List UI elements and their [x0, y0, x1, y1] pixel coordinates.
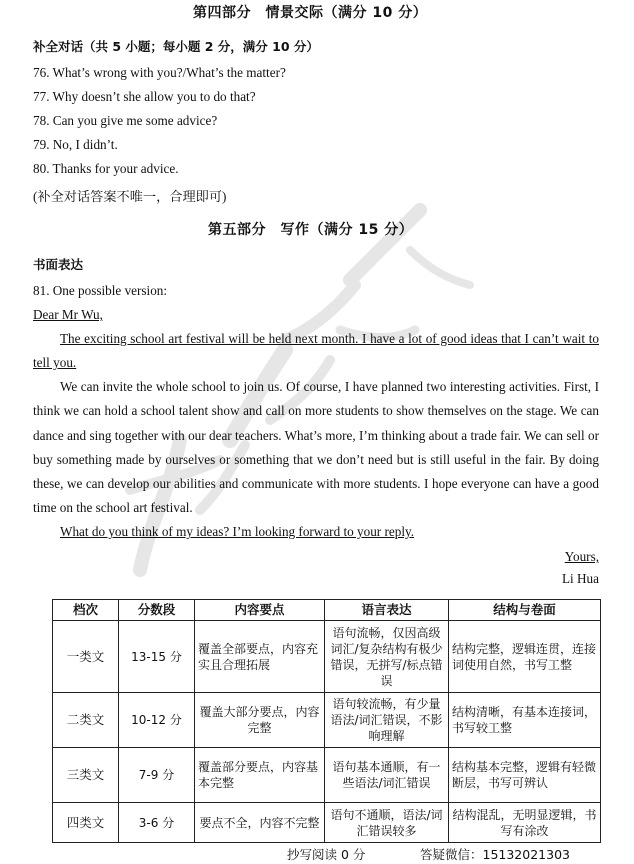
version-label: 81. One possible version: — [33, 283, 168, 298]
language-cell: 语句流畅，仅因高级词汇/复杂结构有极少错误，无拼写/标点错误 — [325, 621, 449, 693]
content-cell: 覆盖全部要点，内容充实且合理拓展 — [195, 621, 325, 693]
table-row — [53, 693, 601, 748]
signature: Li Hua — [562, 571, 599, 585]
content-cell: 覆盖部分要点，内容基本完整 — [195, 748, 325, 803]
header-content: 内容要点 — [195, 600, 325, 621]
table-row — [53, 748, 601, 803]
score-cell: 7-9 分 — [119, 748, 195, 803]
paragraph-2: We can invite the whole school to join us. Of course, I have planned two interesting activities. First, I think we can hold a school talent show and call on more students to show themselves on the stage. We can dance and sing together with our dear teachers. What’s more, I’m thinking about a trade fair. We can sell or buy something made by ourselves or something that we don’t need but is still useful in the fair. By doing these, we can develop our abilities and communicate with more students. I hope everyone can have a good time on the school art festival. — [33, 379, 599, 516]
structure-cell: 结构混乱，无明显逻辑，书写有涂改 — [449, 803, 601, 843]
content-cell: 要点不全，内容不完整 — [195, 803, 325, 843]
language-cell: 语句基本通顺，有一些语法/词汇错误 — [325, 748, 449, 803]
structure-cell: 结构完整，逻辑连贯，连接词使用自然，书写工整 — [449, 621, 601, 693]
answer-note: (补全对话答案不唯一，合理即可) — [33, 189, 227, 204]
grade-cell: 三类文 — [53, 748, 119, 803]
answer-79: 79. No, I didn’t. — [33, 137, 118, 152]
rubric-table — [52, 599, 601, 843]
header-grade: 档次 — [53, 600, 119, 621]
salutation: Dear Mr Wu, — [33, 307, 103, 322]
grade-cell: 一类文 — [53, 621, 119, 693]
part5-title: 第五部分 写作（满分 15 分） — [208, 222, 414, 238]
part4-title: 第四部分 情景交际（满分 10 分） — [193, 5, 428, 21]
table-row — [53, 621, 601, 693]
content-cell: 覆盖大部分要点，内容完整 — [195, 693, 325, 748]
header-structure: 结构与卷面 — [449, 600, 601, 621]
answer-78: 78. Can you give me some advice? — [33, 113, 218, 128]
language-cell: 语句较流畅，有少量语法/词汇错误，不影响理解 — [325, 693, 449, 748]
paragraph-3: What do you think of my ideas? I’m looking forward to your reply. — [60, 524, 415, 539]
paragraph-1: The exciting school art festival will be held next month. I have a lot of good ideas that I can’t wait to tell you. — [33, 331, 599, 371]
part5-subtitle: 书面表达 — [33, 257, 84, 272]
score-cell: 3-6 分 — [119, 803, 195, 843]
structure-cell: 结构基本完整，逻辑有轻微断层，书写可辨认 — [449, 748, 601, 803]
header-score: 分数段 — [119, 600, 195, 621]
structure-cell: 结构清晰，有基本连接词，书写较工整 — [449, 693, 601, 748]
score-cell: 10-12 分 — [119, 693, 195, 748]
answer-76: 76. What’s wrong with you?/What’s the matter? — [33, 65, 286, 80]
part4-subtitle: 补全对话（共 5 小题；每小题 2 分，满分 10 分） — [33, 39, 319, 54]
footer-copy-note: 抄写阅读 0 分 — [287, 847, 366, 862]
grade-cell: 二类文 — [53, 693, 119, 748]
footer-contact: 答疑微信：15132021303 — [420, 847, 570, 862]
answer-80: 80. Thanks for your advice. — [33, 161, 179, 176]
closing: Yours, — [564, 549, 599, 564]
language-cell: 语句不通顺，语法/词汇错误较多 — [325, 803, 449, 843]
rubric-header-row — [53, 600, 601, 621]
score-cell: 13-15 分 — [119, 621, 195, 693]
answer-77: 77. Why doesn’t she allow you to do that? — [33, 89, 256, 104]
table-row — [53, 803, 601, 843]
header-language: 语言表达 — [325, 600, 449, 621]
grade-cell: 四类文 — [53, 803, 119, 843]
